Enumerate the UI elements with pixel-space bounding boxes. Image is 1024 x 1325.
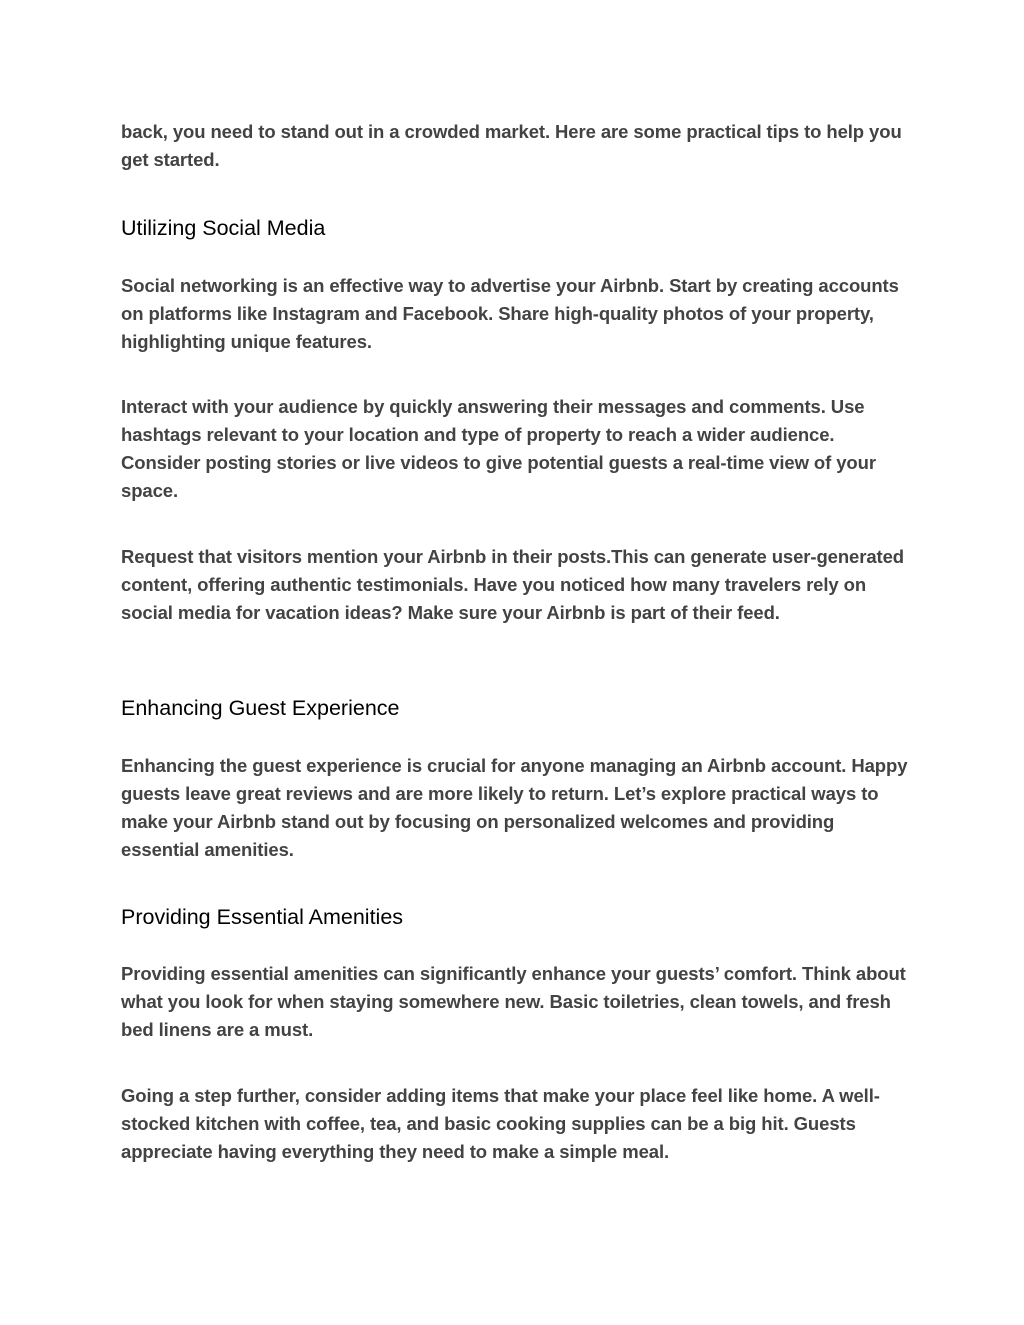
- section-heading-guest-experience: Enhancing Guest Experience: [121, 696, 400, 720]
- social-media-paragraph-2: Interact with your audience by quickly answering their messages and comments. Use hashtags relevant to your location and type of property to reach a wider audience. Consider posting stories or live videos to give potential guests a real-time view of your space.: [121, 396, 876, 501]
- amenities-paragraph-2: Going a step further, consider adding items that make your place feel like home. A well-stocked kitchen with coffee, tea, and basic cooking supplies can be a big hit. Guests appreciate having everything they need to make a simple meal.: [121, 1085, 880, 1162]
- social-media-paragraph-1: Social networking is an effective way to advertise your Airbnb. Start by creating accounts on platforms like Instagram and Facebook. Share high-quality photos of your property, highlighting unique features.: [121, 275, 899, 352]
- social-media-paragraph-3: Request that visitors mention your Airbnb in their posts.This can generate user-generated content, offering authentic testimonials. Have you noticed how many travelers rely on social media for vacation ideas? Make sure your Airbnb is part of their feed.: [121, 546, 904, 623]
- guest-experience-paragraph-1: Enhancing the guest experience is crucial for anyone managing an Airbnb account. Happy guests leave great reviews and are more likely to return. Let’s explore practical ways to make your Airbnb stand out by focusing on personalized welcomes and providing essential amenities.: [121, 755, 908, 860]
- section-heading-social-media: Utilizing Social Media: [121, 216, 326, 240]
- intro-paragraph: back, you need to stand out in a crowded market. Here are some practical tips to help you get started.: [121, 121, 902, 170]
- amenities-paragraph-1: Providing essential amenities can significantly enhance your guests’ comfort. Think about what you look for when staying somewhere new. Basic toiletries, clean towels, and fresh bed linens are a must.: [121, 963, 906, 1040]
- section-heading-essential-amenities: Providing Essential Amenities: [121, 905, 404, 929]
